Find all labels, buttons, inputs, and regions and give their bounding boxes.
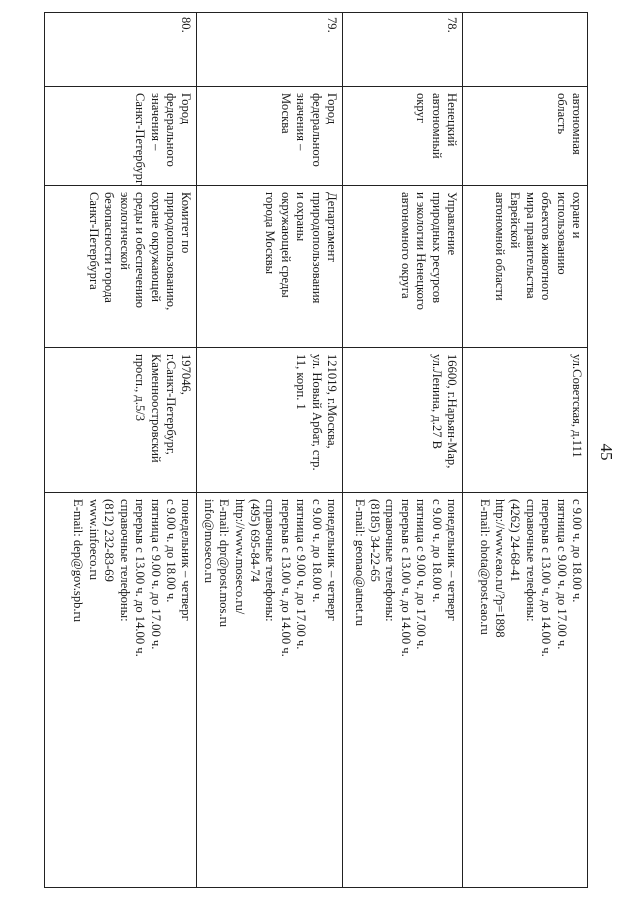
cell-text-line: E-mail: geonao@atnet.ru: [352, 499, 367, 626]
cell-text-line: с 9.00 ч. до 18.00 ч.: [570, 499, 584, 603]
cell-text-line: просп., д.5/3: [133, 354, 148, 422]
cell-text-line: перерыв с 13.00 ч. до 14.00 ч.: [539, 499, 554, 657]
cell-text-line: Еврейской: [508, 192, 523, 249]
agency-cell: [45, 186, 197, 348]
cell-text-line: перерыв с 13.00 ч. до 14.00 ч.: [398, 499, 413, 657]
cell-text-line: справочные телефоны:: [263, 499, 278, 622]
cell-text-line: автономная: [570, 93, 584, 155]
cell-text-line: города Москвы: [263, 192, 278, 275]
cell-text-line: безопасности города: [102, 192, 117, 303]
cell-text-line: пятница с 9.00 ч. до 17.00 ч.: [554, 499, 569, 650]
agency-contacts-table: [44, 12, 588, 888]
address-cell: [343, 348, 463, 493]
cell-text-line: использованию: [554, 192, 569, 275]
row-number-cell: 79.: [197, 13, 343, 87]
cell-text-line: автономной области: [492, 192, 507, 301]
cell-text-line: среды и обеспечению: [133, 192, 148, 309]
cell-text-line: охране окружающей: [148, 192, 163, 303]
cell-text-line: ул. Новый Арбат, стр.: [309, 354, 324, 471]
cell-text-line: 16600, г.Нарьян-Мар,: [445, 354, 459, 469]
cell-text-line: справочные телефоны:: [383, 499, 398, 622]
row-number-cell: 80.: [45, 13, 197, 87]
cell-text-line: www.infoeco.ru: [86, 499, 101, 581]
table-row: [343, 13, 463, 888]
cell-text-line: Москва: [278, 93, 293, 134]
cell-text-line: экологической: [117, 192, 132, 270]
cell-text-line: перерыв с 13.00 ч. до 14.00 ч.: [278, 499, 293, 657]
cell-text-line: значения –: [294, 93, 309, 151]
cell-text-line: область: [554, 93, 569, 135]
cell-text-line: 197046,: [179, 354, 194, 395]
cell-text-line: мира правительства: [523, 192, 538, 299]
cell-text-line: (495) 695-84-74: [247, 499, 262, 582]
contacts-cell: [197, 493, 343, 888]
agency-cell: [197, 186, 343, 348]
cell-text-line: пятница с 9.00 ч. до 17.00 ч.: [294, 499, 309, 650]
cell-text-line: с 9.00 ч. до 18.00 ч.: [429, 499, 444, 603]
cell-text-line: (8185) 34-22-65: [367, 499, 382, 582]
cell-text-line: E-mail: dpr@post.mos.ru: [217, 499, 232, 628]
table-row: [45, 13, 197, 888]
cell-text-line: http://www.eao.ru/?p=1898: [492, 499, 507, 638]
cell-text-line: Департамент: [325, 192, 339, 262]
cell-text-line: info@moseco.ru: [201, 499, 216, 583]
cell-text-line: http://www.moseco.ru/: [232, 499, 247, 615]
cell-text-line: понедельник – четверг: [445, 499, 459, 621]
cell-text-line: значения –: [148, 93, 163, 151]
cell-text-line: 11, корп. 1: [294, 354, 309, 410]
page-number: 45: [597, 443, 616, 461]
cell-text-line: E-mail: ohota@post.eao.ru: [477, 499, 492, 635]
cell-text-line: 121019, г.Москва,: [325, 354, 339, 449]
cell-text-line: Каменноостровский: [148, 354, 163, 463]
cell-text-line: ул.Советская, д.111: [570, 354, 584, 458]
cell-text-line: с 9.00 ч. до 18.00 ч.: [309, 499, 324, 603]
cell-text-line: понедельник – четверг: [179, 499, 194, 621]
cell-text-line: г.Санкт-Петербург,: [163, 354, 178, 455]
table-row: [197, 13, 343, 888]
cell-text-line: справочные телефоны:: [523, 499, 538, 622]
cell-text-line: Город: [179, 93, 194, 125]
cell-text-line: автономный: [429, 93, 444, 159]
cell-text-line: природопользования: [309, 192, 324, 304]
cell-text-line: федерального: [163, 93, 178, 167]
cell-text-line: пятница с 9.00 ч. до 17.00 ч.: [148, 499, 163, 650]
row-number-cell: [463, 13, 588, 87]
cell-text-line: и охраны: [294, 192, 309, 242]
cell-text-line: (4262) 24-68-41: [508, 499, 523, 582]
cell-text-line: понедельник – четверг: [325, 499, 339, 621]
row-number-cell: 78.: [343, 13, 463, 87]
region-cell: [343, 87, 463, 186]
cell-text-line: перерыв с 13.00 ч. до 14.00 ч.: [133, 499, 148, 657]
cell-text-line: справочные телефоны:: [117, 499, 132, 622]
cell-text-line: автономного округа: [398, 192, 413, 299]
cell-text-line: федерального: [309, 93, 324, 167]
region-cell: [45, 87, 197, 186]
contacts-cell: [343, 493, 463, 888]
cell-text-line: охране и: [570, 192, 584, 239]
contacts-cell: [463, 493, 588, 888]
cell-text-line: округ: [414, 93, 429, 124]
cell-text-line: природных ресурсов: [429, 192, 444, 304]
address-cell: [463, 348, 588, 493]
agency-cell: [463, 186, 588, 348]
contacts-cell: [45, 493, 197, 888]
region-cell: [197, 87, 343, 186]
region-cell: [463, 87, 588, 186]
cell-text-line: окружающей среды: [278, 192, 293, 298]
cell-text-line: Комитет по: [179, 192, 194, 254]
agency-cell: [343, 186, 463, 348]
cell-text-line: E-mail: dep@gov.spb.ru: [71, 499, 86, 623]
cell-text-line: и экологии Ненецкого: [414, 192, 429, 310]
cell-text-line: Санкт-Петербург: [133, 93, 148, 186]
cell-text-line: объектов животного: [539, 192, 554, 301]
rotated-table-container: [48, 12, 588, 887]
cell-text-line: Санкт-Петербурга: [86, 192, 101, 290]
address-cell: [197, 348, 343, 493]
table-row: [463, 13, 588, 888]
cell-text-line: Ненецкий: [445, 93, 459, 147]
cell-text-line: Город: [325, 93, 339, 125]
cell-text-line: пятница с 9.00 ч. до 17.00 ч.: [414, 499, 429, 650]
cell-text-line: Управление: [445, 192, 459, 256]
cell-text-line: (812) 232-83-69: [102, 499, 117, 582]
cell-text-line: с 9.00 ч. до 18.00 ч.: [163, 499, 178, 603]
cell-text-line: природопользованию,: [163, 192, 178, 311]
cell-text-line: ул.Ленина, д.27 В: [429, 354, 444, 450]
address-cell: [45, 348, 197, 493]
